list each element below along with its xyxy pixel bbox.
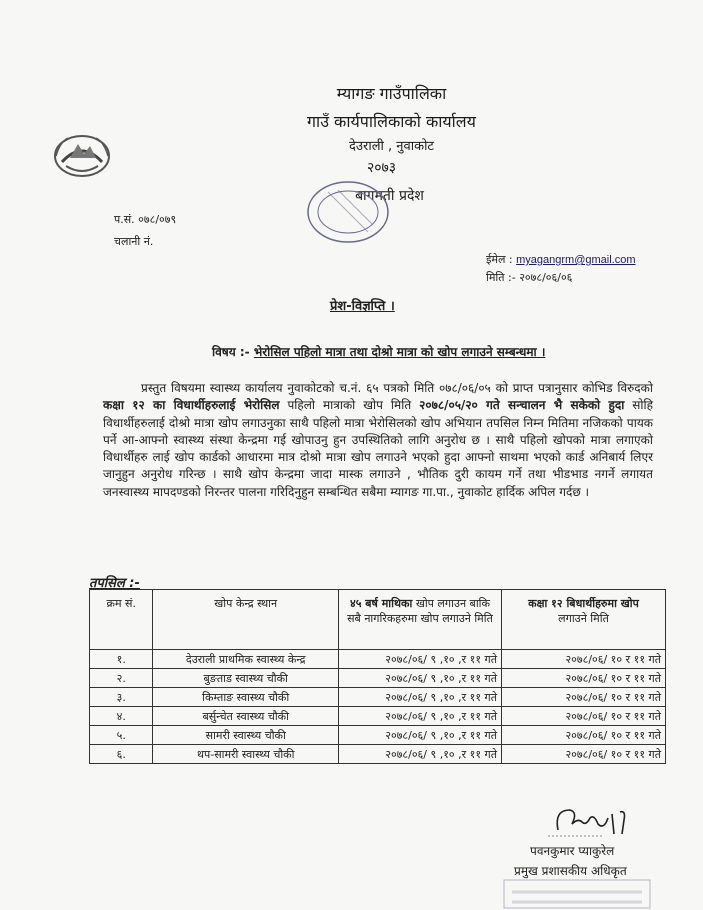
municipality-name: म्यागङ गाउँपालिका [336, 84, 447, 103]
table-body [90, 650, 666, 764]
table-row [90, 745, 666, 764]
cell-adult-date: २०७८/०६/ ९ ,१० ,र ११ गते [338, 650, 501, 669]
subject-label: विषय :- [212, 345, 250, 359]
header-adult-date [338, 590, 501, 650]
header-adult-bold: ४५ बर्ष माथिका [349, 597, 413, 610]
cell-serial: २. [90, 669, 153, 688]
cell-serial: ५. [90, 726, 153, 745]
cell-center: देउराली प्राथमिक स्वास्थ्य केन्द्र [153, 650, 338, 669]
office-address: देउराली , नुवाकोट [348, 139, 434, 154]
subject-line [212, 343, 545, 360]
cell-student-date: २०७८/०६/ १० र ११ गते [502, 688, 666, 707]
office-seal-icon [298, 172, 418, 252]
document-title: प्रेश-विज्ञप्ति । [330, 299, 395, 314]
cell-adult-date: २०७८/०६/ ९ ,१० ,र ११ गते [338, 745, 501, 764]
email-label: ईमेल : [486, 253, 513, 266]
header-adult-rest: खोप लगाउन बाकि सबै नागरिकहरुमा खोप लगाउने मिति [347, 597, 493, 625]
schedule-heading: तपसिल :- [89, 576, 140, 591]
cell-serial: ३. [90, 688, 153, 707]
reference-number: प.सं. ०७८/०७९ [114, 213, 177, 226]
cell-student-date: २०७८/०६/ १० र ११ गते [502, 726, 666, 745]
province-name: बागमती प्रदेश [355, 188, 424, 204]
signature-mark [548, 800, 640, 842]
table-row [90, 669, 666, 688]
cell-center: सामरी स्वास्थ्य चौकी [153, 726, 338, 745]
table-row [90, 707, 666, 726]
header-student-rest: लगाउने मिति [558, 612, 609, 625]
cell-serial: ६. [90, 745, 153, 764]
email-line [486, 252, 636, 267]
body-paragraph [103, 380, 653, 501]
issue-date: मिति :- २०७८/०६/०६ [486, 271, 573, 284]
established-year: २०७३ [366, 160, 397, 176]
cell-adult-date: २०७८/०६/ ९ ,१० ,र ११ गते [338, 707, 501, 726]
subject-text: भेरोसिल पहिलो मात्रा तथा दोश्रो मात्रा को खोप लगाउने सम्बन्धमा । [253, 345, 546, 359]
cell-student-date: २०७८/०६/ १० र ११ गते [502, 669, 666, 688]
cell-center: किम्ताङ स्वास्थ्य चौकी [153, 688, 338, 707]
header-serial: क्रम सं. [90, 590, 153, 650]
cell-center: बर्सुन्चेत स्वास्थ्य चौकी [153, 707, 338, 726]
cell-student-date: २०७८/०६/ १० र ११ गते [502, 650, 666, 669]
cell-adult-date: २०७८/०६/ ९ ,१० ,र ११ गते [338, 726, 501, 745]
header-student-date [502, 590, 666, 650]
office-name: गाउँ कार्यपालिकाको कार्यालय [307, 112, 476, 131]
body-bold-1: कक्षा १२ का विधार्थीहरुलाई भेरोसिल [103, 398, 280, 413]
vaccination-schedule-table [89, 589, 666, 764]
email-link[interactable]: myagangrm@gmail.com [516, 254, 636, 266]
header-center: खोप केन्द्र स्थान [153, 590, 338, 650]
cell-adult-date: २०७८/०६/ ९ ,१० ,र ११ गते [338, 669, 501, 688]
signatory-post: प्रमुख प्रशासकीय अधिकृत [514, 864, 627, 878]
cell-serial: १. [90, 650, 153, 669]
body-bold-2: २०७८/०५/२० गते सन्चालन भै सकेको हुदा [419, 398, 625, 413]
cell-student-date: २०७८/०६/ १० र ११ गते [502, 707, 666, 726]
header-student-bold: कक्षा १२ बिधार्थीहरुमा खोप [528, 597, 639, 610]
table-row [90, 650, 666, 669]
body-text-3: सोहि विधार्थीहरुलाई दोश्रो मात्रा खोप लगाउनुका साथै पहिलो मात्रा भेरोसिलको खोप अभियान तपसिल निम्न मितिमा नजिकको पायक पर्ने आ-आफ्नो स्वास्थ्य संस्था केन्द्रमा गई खोपाउनु हुन उपस्थितिको लागि अनुरोध छ । साथै पहिलो खोपको मात्रा लगाएको विधार्थीहरु लाई खोप कार्डको आधारमा मात्र दोश्रो मात्रा खोप लगाउने भएको हुदा आफ्नो साथमा भएको कार्ड अनिबार्य लिएर जानुहुन अनुरोध गरिन्छ । साथै खोप केन्द्रमा जादा मास्क लगाउने , भौतिक दुरी कायम गर्ने तथा भीडभाड नगर्ने लगायत जनस्वास्थ्य मापदण्डको निरन्तर पालना गरिदिनुहुन सम्बन्धित सबैमा म्यागङ गा.पा., नुवाकोट हार्दिक अपिल गर्दछ । [103, 398, 653, 499]
cell-center: बुङताड स्वास्थ्य चौकी [153, 669, 338, 688]
cell-center: थप-सामरी स्वास्थ्य चौकी [153, 745, 338, 764]
table-header-row [90, 590, 666, 650]
body-text-2: पहिलो मात्राको खोप मिति [287, 398, 412, 413]
table-row [90, 688, 666, 707]
cell-student-date: २०७८/०६/ १० र ११ गते [502, 745, 666, 764]
signatory-name: पवनकुमार प्याकुरेल [530, 844, 615, 858]
chalani-number: चलानी नं. [114, 235, 154, 248]
signatory-stamp-icon [502, 878, 652, 910]
cell-adult-date: २०७८/०६/ ९ ,१० ,र ११ गते [338, 688, 501, 707]
body-text-1: प्रस्तुत विषयमा स्वास्थ्य कार्यालय नुवाकोटको च.नं. ६५ पत्रको मिति ०७८/०६/०५ को प्राप्त पत्रानुसार कोभिड विरुदको [141, 381, 653, 395]
cell-serial: ४. [90, 707, 153, 726]
table-row [90, 726, 666, 745]
